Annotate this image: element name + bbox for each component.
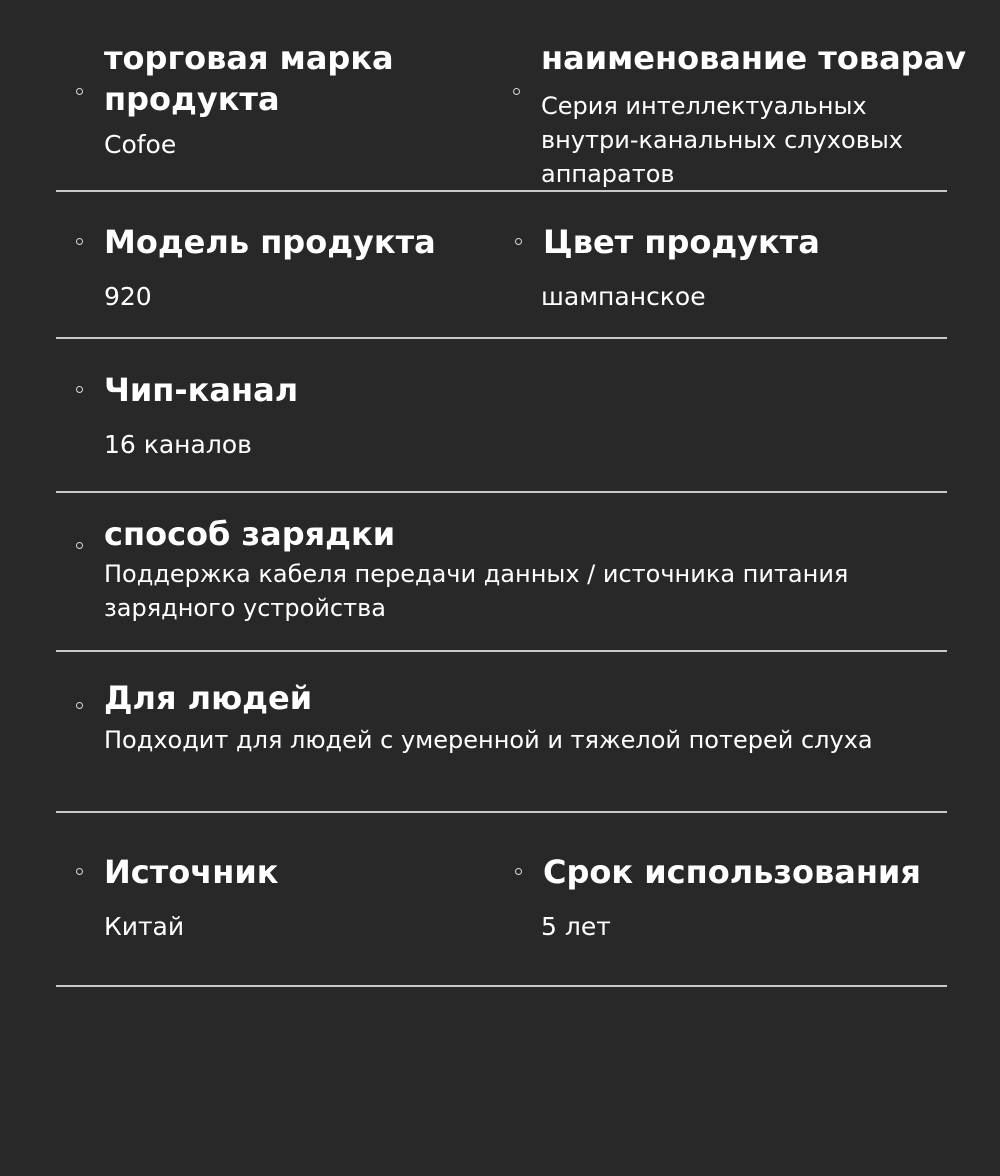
spec-value: Подходит для людей с умеренной и тяжелой потерей слуха xyxy=(104,726,873,754)
spec-value: 5 лет xyxy=(541,912,611,941)
bullet-icon xyxy=(76,386,83,393)
divider xyxy=(56,190,947,192)
bullet-icon xyxy=(76,238,83,245)
spec-value: Поддержка кабеля передачи данных / источника питания зарядного устройства xyxy=(104,560,849,622)
spec-title: торговая марка продукта xyxy=(104,39,394,118)
spec-value: шампанское xyxy=(541,282,706,311)
spec-title: Цвет продукта xyxy=(543,223,820,261)
spec-value: Китай xyxy=(104,912,185,941)
spec-product-name xyxy=(541,38,971,191)
bullet-icon xyxy=(513,88,520,95)
divider xyxy=(56,985,947,987)
spec-value: 16 каналов xyxy=(104,430,252,459)
bullet-icon xyxy=(76,702,83,709)
spec-value: 920 xyxy=(104,282,152,311)
spec-title: Модель продукта xyxy=(104,223,436,261)
spec-value: Cofoe xyxy=(104,130,177,159)
spec-origin xyxy=(104,852,524,944)
spec-title: Срок использования xyxy=(543,853,921,891)
spec-title: наименование товарav xyxy=(541,39,967,77)
spec-service-life xyxy=(543,852,963,944)
divider xyxy=(56,650,947,652)
spec-brand xyxy=(104,38,434,162)
spec-color xyxy=(543,222,963,314)
spec-title: Для людей xyxy=(104,679,313,717)
bullet-icon xyxy=(515,868,522,875)
divider xyxy=(56,337,947,339)
bullet-icon xyxy=(76,542,83,549)
bullet-icon xyxy=(76,88,83,95)
divider xyxy=(56,491,947,493)
spec-title: способ зарядки xyxy=(104,515,396,553)
bullet-icon xyxy=(76,868,83,875)
spec-title: Чип-канал xyxy=(104,371,299,409)
spec-model xyxy=(104,222,524,314)
spec-charging xyxy=(104,514,944,625)
spec-target-users xyxy=(104,678,964,757)
spec-title: Источник xyxy=(104,853,279,891)
divider xyxy=(56,811,947,813)
spec-value: Серия интеллектуальных внутри-канальных слуховых аппаратов xyxy=(541,92,903,188)
spec-chip-channel xyxy=(104,370,524,462)
bullet-icon xyxy=(515,238,522,245)
